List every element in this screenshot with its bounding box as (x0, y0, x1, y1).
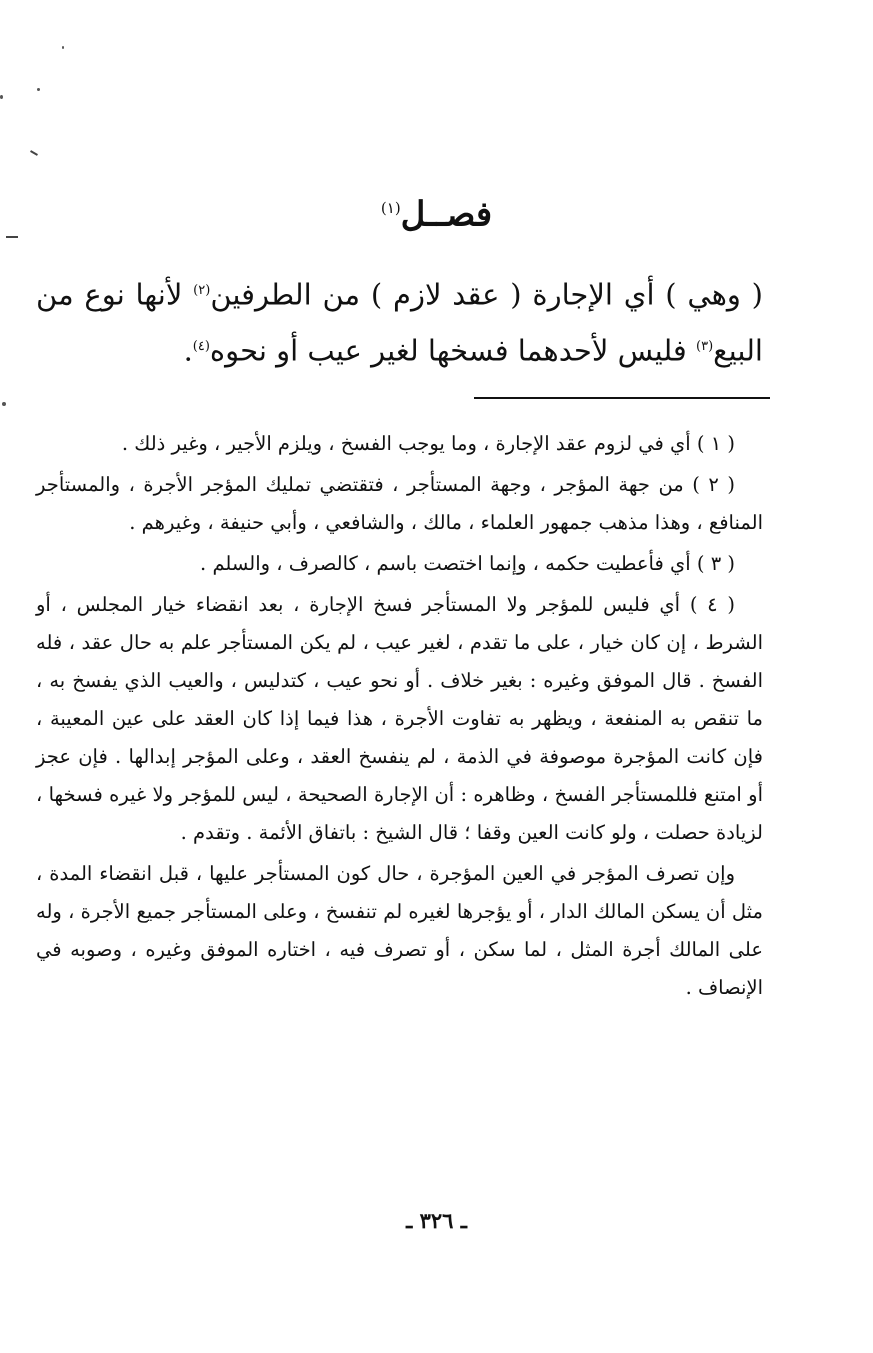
main-text (36, 265, 763, 376)
scan-speck (2, 402, 6, 406)
heading-note-ref: (١) (380, 199, 401, 217)
scan-mark (30, 150, 38, 156)
main-text-part: فليس لأحدهما فسخها لغير عيب أو نحوه (209, 333, 697, 368)
footnote-separator (474, 397, 770, 399)
scan-speck (62, 46, 64, 49)
page-number: ـ ٣٢٦ ـ (406, 1208, 467, 1233)
footnote: ( ٢ ) من جهة المؤجر ، وجهة المستأجر ، فتقتضي تمليك المؤجر الأجرة ، والمستأجر المنافع ، وهذا مذهب جمهور العلماء ، مالك ، والشافعي ، وأبي حنيفة ، وغيرهم . (36, 473, 763, 534)
footnote-ref: (٤) (192, 338, 210, 354)
main-text-part: لأنها نوع من البيع (36, 277, 763, 368)
footnote: ( ٣ ) أي فأعطيت حكمه ، وإنما اختصت باسم ، كالصرف ، والسلم . (200, 552, 735, 575)
scan-speck (37, 88, 40, 91)
section-heading (0, 178, 873, 244)
main-text-part: . (183, 333, 193, 368)
footnote-ref: (٢) (193, 283, 211, 298)
footnote: ( ٤ ) أي فليس للمؤجر ولا المستأجر فسخ الإجارة ، بعد انقضاء خيار المجلس ، أو الشرط ، إن كان خيار ، على ما تقدم ، لغير عيب ، لم يكن المستأجر علم به حال عقد ، فله الفسخ . قال الموفق وغيره : بغير خلاف . أو نحو عيب ، كتدليس ، والعيب الذي يفسخ به ، ما تنقص به المنفعة ، ويظهر به تفاوت الأجرة ، هذا فيما إذا كان العقد على عين المعيبة ، فإن كانت المؤجرة موصوفة في الذمة ، لم ينفسخ العقد ، وعلى المؤجر إبدالها . فإن عجز أو امتنع فللمستأجر الفسخ ، وظاهره : أن الإجارة الصحيحة ، ليس للمؤجر ولا غيره فسخها ، لزيادة حصلت ، ولو كانت العين وقفا ؛ قال الشيخ : باتفاق الأئمة . وتقدم . (36, 593, 763, 844)
footnote-ref: (٣) (696, 338, 714, 354)
footnote: ( ١ ) أي في لزوم عقد الإجارة ، وما يوجب الفسخ ، ويلزم الأجير ، وغير ذلك . (121, 432, 735, 455)
footnotes (36, 425, 763, 1007)
main-text-part: ( وهي ) أي الإجارة ( عقد لازم ) من الطرفين (210, 277, 763, 312)
footnote: وإن تصرف المؤجر في العين المؤجرة ، حال كون المستأجر عليها ، قبل انقضاء المدة ، مثل أن يسكن المالك الدار ، أو يؤجرها لغيره لم تنفسخ ، وعلى المستأجر جميع الأجرة ، وله على المالك أجرة المثل ، لما سكن ، أو تصرف فيه ، اختاره الموفق وغيره ، وصوبه في الإنصاف . (36, 862, 763, 999)
scan-speck (0, 95, 3, 99)
heading-title: فصــل (400, 194, 493, 235)
